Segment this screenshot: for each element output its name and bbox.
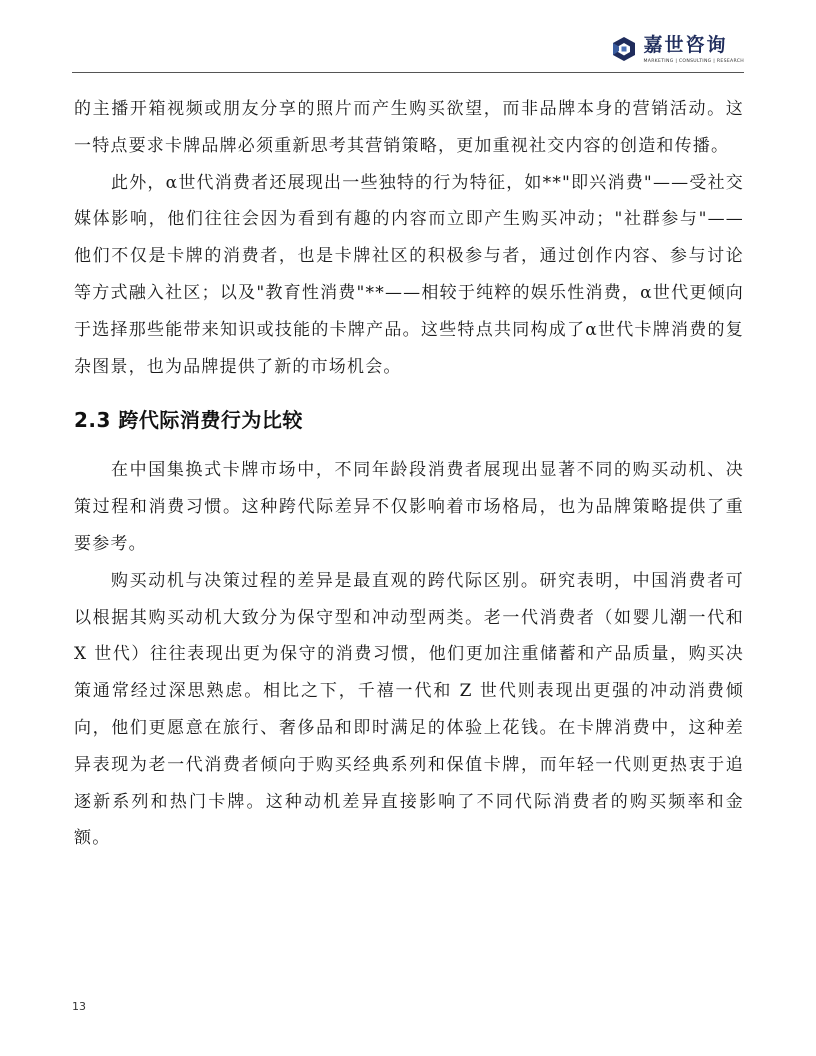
section-heading: 2.3 跨代际消费行为比较 <box>74 408 303 433</box>
logo-mark-icon <box>611 36 637 62</box>
logo-tagline: MARKETING | CONSULTING | RESEARCH <box>643 59 744 64</box>
company-logo <box>611 34 744 64</box>
body-paragraph: 在中国集换式卡牌市场中，不同年龄段消费者展现出显著不同的购买动机、决策过程和消费习惯。这种跨代际差异不仅影响着市场格局，也为品牌策略提供了重要参考。 <box>74 460 744 554</box>
logo-name: 嘉世咨询 <box>643 34 728 56</box>
body-paragraph: 购买动机与决策过程的差异是最直观的跨代际区别。研究表明，中国消费者可以根据其购买动机大致分为保守型和冲动型两类。老一代消费者（如婴儿潮一代和 X 世代）往往表现出更为保守的消费习惯，他们更加注重储蓄和产品质量，购买决策通常经过深思熟虑。相比之下，千禧一代和 Z 世代则表现出更强的冲动消费倾向，他们更愿意在旅行、奢侈品和即时满足的体验上花钱。在卡牌消费中，这种差异表现为老一代消费者倾向于购买经典系列和保值卡牌，而年轻一代则更热衷于追逐新系列和热门卡牌。这种动机差异直接影响了不同代际消费者的购买频率和金额。 <box>74 570 744 849</box>
body-paragraph: 的主播开箱视频或朋友分享的照片而产生购买欲望，而非品牌本身的营销活动。这一特点要求卡牌品牌必须重新思考其营销策略，更加重视社交内容的创造和传播。 <box>74 99 744 156</box>
page-number: 13 <box>72 1000 86 1013</box>
body-paragraph: 此外，α世代消费者还展现出一些独特的行为特征，如**"即兴消费"——受社交媒体影响，他们往往会因为看到有趣的内容而立即产生购买冲动；"社群参与"——他们不仅是卡牌的消费者，也是卡牌社区的积极参与者，通过创作内容、参与讨论等方式融入社区；以及"教育性消费"**——相较于纯粹的娱乐性消费，α世代更倾向于选择那些能带来知识或技能的卡牌产品。这些特点共同构成了α世代卡牌消费的复杂图景，也为品牌提供了新的市场机会。 <box>74 172 744 377</box>
document-body <box>74 91 744 857</box>
page-header <box>72 28 744 73</box>
